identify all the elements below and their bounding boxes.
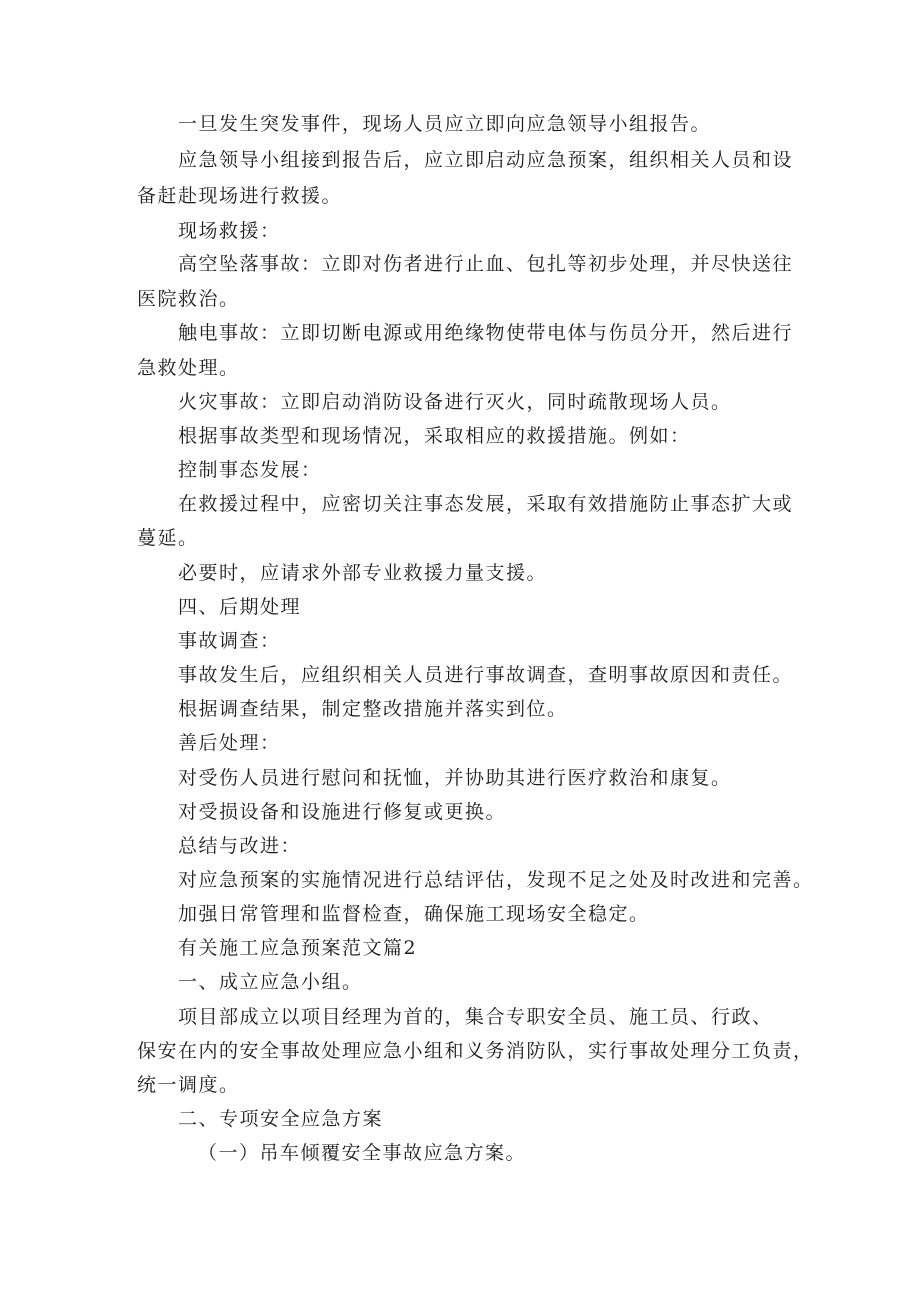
paragraph-line: 在救援过程中，应密切关注事态发展，采取有效措施防止事态扩大或	[178, 493, 794, 515]
section-heading: 四、后期处理	[178, 596, 302, 618]
paragraph-line: 保安在内的安全事故处理应急小组和义务消防队，实行事故处理分工负责，	[137, 1040, 814, 1062]
paragraph-line: 火灾事故：立即启动消防设备进行灭火，同时疏散现场人员。	[178, 391, 732, 413]
paragraph-line: 应急领导小组接到报告后，应立即启动应急预案，组织相关人员和设	[178, 149, 794, 171]
paragraph-line: 对应急预案的实施情况进行总结评估，发现不足之处及时改进和完善。	[178, 869, 814, 891]
paragraph-line: 高空坠落事故：立即对伤者进行止血、包扎等初步处理，并尽快送往	[178, 253, 794, 275]
paragraph-line: 项目部成立以项目经理为首的，集合专职安全员、施工员、行政、	[178, 1006, 773, 1028]
section-heading: 一、成立应急小组。	[178, 971, 363, 993]
paragraph-line: 统一调度。	[137, 1074, 240, 1096]
paragraph-line: 根据调查结果，制定整改措施并落实到位。	[178, 698, 568, 720]
paragraph-line: 根据事故类型和现场情况，采取相应的救援措施。例如：	[178, 425, 691, 447]
paragraph-line: 现场救援：	[178, 220, 281, 242]
paragraph-line: 触电事故：立即切断电源或用绝缘物使带电体与伤员分开，然后进行	[178, 322, 794, 344]
paragraph-line: 必要时，应请求外部专业救援力量支援。	[178, 562, 548, 584]
paragraph-line: 急救处理。	[137, 357, 240, 379]
section-title: 有关施工应急预案范文篇2	[178, 937, 418, 959]
paragraph-line: 总结与改进：	[178, 835, 302, 857]
paragraph-line: 事故调查：	[178, 630, 281, 652]
paragraph-line: 医院救治。	[137, 288, 240, 310]
paragraph-line: 对受伤人员进行慰问和抚恤，并协助其进行医疗救治和康复。	[178, 767, 732, 789]
section-heading: 二、专项安全应急方案	[178, 1108, 384, 1130]
paragraph-line: 一旦发生突发事件，现场人员应立即向应急领导小组报告。	[178, 113, 712, 135]
subsection-heading: （一）吊车倾覆安全事故应急方案。	[198, 1142, 527, 1164]
paragraph-line: 事故发生后，应组织相关人员进行事故调查，查明事故原因和责任。	[178, 664, 794, 686]
paragraph-line: 控制事态发展：	[178, 459, 322, 481]
paragraph-line: 加强日常管理和监督检查，确保施工现场安全稳定。	[178, 903, 650, 925]
paragraph-line: 备赶赴现场进行救援。	[137, 185, 343, 207]
paragraph-line: 蔓延。	[137, 527, 199, 549]
paragraph-line: 对受损设备和设施进行修复或更换。	[178, 801, 507, 823]
paragraph-line: 善后处理：	[178, 732, 281, 754]
